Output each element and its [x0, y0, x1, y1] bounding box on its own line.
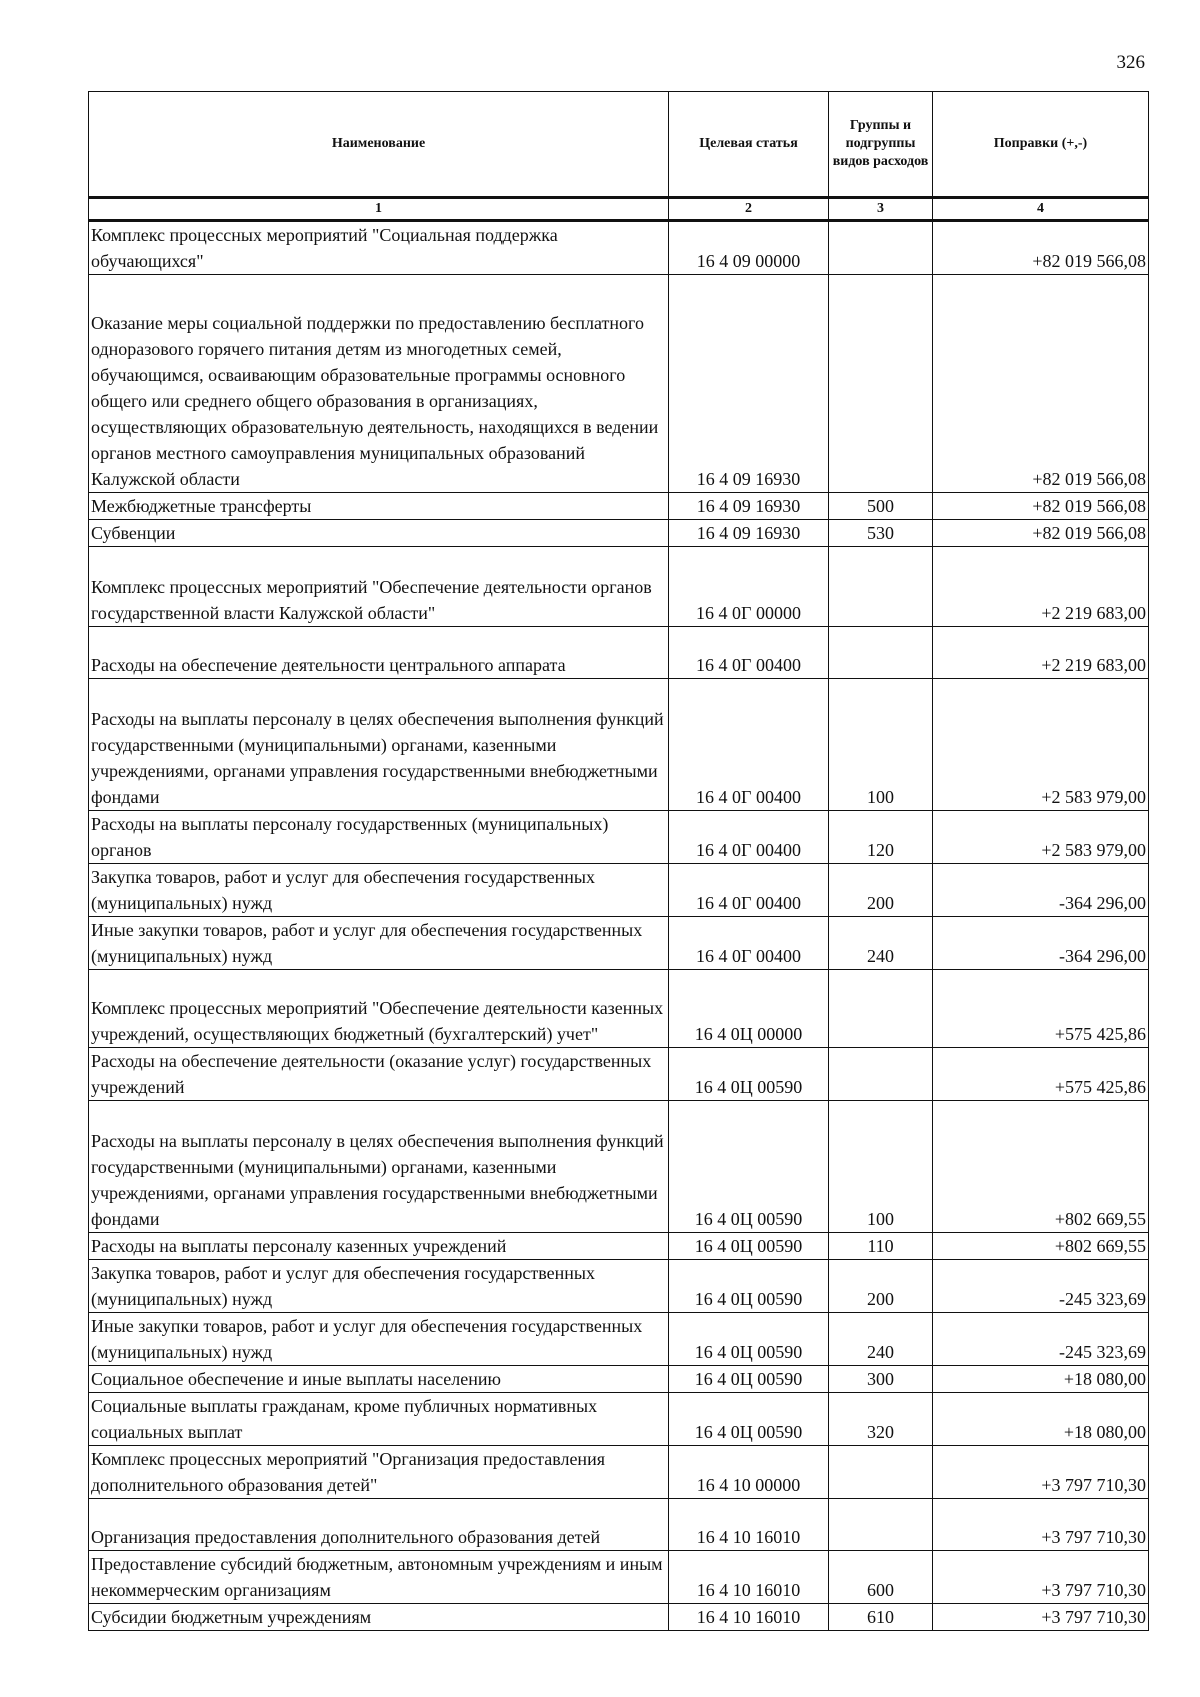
row-group-code: 100 — [829, 679, 933, 811]
row-target-code: 16 4 09 16930 — [669, 275, 829, 493]
row-group-code: 320 — [829, 1393, 933, 1446]
row-amount: -245 323,69 — [933, 1313, 1149, 1366]
row-target-code: 16 4 0Ц 00590 — [669, 1260, 829, 1313]
row-group-code: 610 — [829, 1604, 933, 1631]
table-row — [89, 1366, 1149, 1393]
column-number-3: 3 — [829, 198, 933, 221]
row-amount: +82 019 566,08 — [933, 221, 1149, 275]
row-group-code — [829, 547, 933, 627]
table-row — [89, 275, 1149, 493]
row-amount: +802 669,55 — [933, 1233, 1149, 1260]
column-header-target: Целевая статья — [669, 92, 829, 198]
row-name: Расходы на обеспечение деятельности центрального аппарата — [89, 627, 669, 679]
column-number-2: 2 — [669, 198, 829, 221]
row-group-code: 200 — [829, 1260, 933, 1313]
row-amount: +18 080,00 — [933, 1366, 1149, 1393]
row-group-code — [829, 970, 933, 1048]
table-row — [89, 1101, 1149, 1233]
row-target-code: 16 4 09 16930 — [669, 493, 829, 520]
row-target-code: 16 4 0Ц 00590 — [669, 1048, 829, 1101]
row-group-code: 200 — [829, 864, 933, 917]
table-row — [89, 917, 1149, 970]
table-row — [89, 547, 1149, 627]
table-row — [89, 1260, 1149, 1313]
row-name: Расходы на выплаты персоналу казенных учреждений — [89, 1233, 669, 1260]
row-target-code: 16 4 0Ц 00000 — [669, 970, 829, 1048]
table-row — [89, 679, 1149, 811]
row-name: Закупка товаров, работ и услуг для обеспечения государственных (муниципальных) нужд — [89, 1260, 669, 1313]
row-amount: +18 080,00 — [933, 1393, 1149, 1446]
table-row — [89, 493, 1149, 520]
row-target-code: 16 4 0Г 00400 — [669, 864, 829, 917]
row-amount: +2 583 979,00 — [933, 679, 1149, 811]
row-target-code: 16 4 10 16010 — [669, 1551, 829, 1604]
table-row — [89, 520, 1149, 547]
row-target-code: 16 4 0Г 00400 — [669, 627, 829, 679]
row-target-code: 16 4 0Ц 00590 — [669, 1393, 829, 1446]
row-amount: +2 219 683,00 — [933, 547, 1149, 627]
row-amount: -364 296,00 — [933, 917, 1149, 970]
column-header-name: Наименование — [89, 92, 669, 198]
row-name: Межбюджетные трансферты — [89, 493, 669, 520]
column-header-amendment: Поправки (+,-) — [933, 92, 1149, 198]
row-name: Расходы на выплаты персоналу государственных (муниципальных) органов — [89, 811, 669, 864]
row-amount: -245 323,69 — [933, 1260, 1149, 1313]
row-target-code: 16 4 0Г 00400 — [669, 917, 829, 970]
table-row — [89, 1499, 1149, 1551]
row-group-code: 120 — [829, 811, 933, 864]
table-row — [89, 1313, 1149, 1366]
row-amount: +575 425,86 — [933, 970, 1149, 1048]
column-number-4: 4 — [933, 198, 1149, 221]
row-amount: +82 019 566,08 — [933, 520, 1149, 547]
row-amount: +82 019 566,08 — [933, 493, 1149, 520]
row-group-code — [829, 275, 933, 493]
row-amount: -364 296,00 — [933, 864, 1149, 917]
row-target-code: 16 4 0Ц 00590 — [669, 1313, 829, 1366]
row-group-code — [829, 627, 933, 679]
table-row — [89, 864, 1149, 917]
row-name: Комплекс процессных мероприятий "Социальная поддержка обучающихся" — [89, 221, 669, 275]
row-name: Организация предоставления дополнительного образования детей — [89, 1499, 669, 1551]
budget-amendments-table — [88, 91, 1149, 1631]
row-target-code: 16 4 09 16930 — [669, 520, 829, 547]
table-body — [89, 221, 1149, 1631]
row-target-code: 16 4 0Ц 00590 — [669, 1233, 829, 1260]
row-group-code: 300 — [829, 1366, 933, 1393]
table-row — [89, 1446, 1149, 1499]
row-name: Оказание меры социальной поддержки по предоставлению бесплатного одноразового горячего питания детям из многодетных семей, обучающимся, осваивающим образовательные программы основного общего или среднего общего образования в организациях, осуществляющих образовательную деятельность, находящихся в ведении органов местного самоуправления муниципальных образований Калужской области — [89, 275, 669, 493]
row-name: Субвенции — [89, 520, 669, 547]
row-target-code: 16 4 0Г 00000 — [669, 547, 829, 627]
row-name: Иные закупки товаров, работ и услуг для обеспечения государственных (муниципальных) нужд — [89, 1313, 669, 1366]
row-group-code — [829, 1446, 933, 1499]
row-target-code: 16 4 0Ц 00590 — [669, 1101, 829, 1233]
table-row — [89, 627, 1149, 679]
table-row — [89, 221, 1149, 275]
row-target-code: 16 4 0Ц 00590 — [669, 1366, 829, 1393]
table-row — [89, 1604, 1149, 1631]
row-amount: +3 797 710,30 — [933, 1551, 1149, 1604]
row-group-code — [829, 1048, 933, 1101]
row-name: Социальное обеспечение и иные выплаты населению — [89, 1366, 669, 1393]
row-name: Расходы на выплаты персоналу в целях обеспечения выполнения функций государственными (муниципальными) органами, казенными учреждениями, органами управления государственными внебюджетными фондами — [89, 679, 669, 811]
row-target-code: 16 4 10 16010 — [669, 1604, 829, 1631]
page-number: 326 — [1116, 52, 1145, 73]
table-row — [89, 1048, 1149, 1101]
table-row — [89, 811, 1149, 864]
row-group-code: 240 — [829, 917, 933, 970]
row-target-code: 16 4 10 00000 — [669, 1446, 829, 1499]
column-number-1: 1 — [89, 198, 669, 221]
row-name: Комплекс процессных мероприятий "Обеспечение деятельности органов государственной власти Калужской области" — [89, 547, 669, 627]
row-group-code: 500 — [829, 493, 933, 520]
row-group-code: 530 — [829, 520, 933, 547]
column-number-row — [89, 198, 1149, 221]
row-group-code: 240 — [829, 1313, 933, 1366]
row-amount: +802 669,55 — [933, 1101, 1149, 1233]
row-name: Комплекс процессных мероприятий "Организация предоставления дополнительного образования детей" — [89, 1446, 669, 1499]
row-amount: +82 019 566,08 — [933, 275, 1149, 493]
row-target-code: 16 4 0Г 00400 — [669, 679, 829, 811]
row-amount: +3 797 710,30 — [933, 1499, 1149, 1551]
table-row — [89, 1233, 1149, 1260]
row-group-code — [829, 1499, 933, 1551]
row-group-code: 600 — [829, 1551, 933, 1604]
row-group-code: 100 — [829, 1101, 933, 1233]
row-group-code: 110 — [829, 1233, 933, 1260]
column-header-group: Группы и подгруппы видов расходов — [829, 92, 933, 198]
row-amount: +2 583 979,00 — [933, 811, 1149, 864]
table-row — [89, 1551, 1149, 1604]
row-name: Иные закупки товаров, работ и услуг для обеспечения государственных (муниципальных) нужд — [89, 917, 669, 970]
row-name: Расходы на обеспечение деятельности (оказание услуг) государственных учреждений — [89, 1048, 669, 1101]
row-name: Предоставление субсидий бюджетным, автономным учреждениям и иным некоммерческим организациям — [89, 1551, 669, 1604]
row-name: Расходы на выплаты персоналу в целях обеспечения выполнения функций государственными (муниципальными) органами, казенными учреждениями, органами управления государственными внебюджетными фондами — [89, 1101, 669, 1233]
row-target-code: 16 4 0Г 00400 — [669, 811, 829, 864]
row-amount: +2 219 683,00 — [933, 627, 1149, 679]
table-row — [89, 1393, 1149, 1446]
row-name: Субсидии бюджетным учреждениям — [89, 1604, 669, 1631]
row-amount: +3 797 710,30 — [933, 1604, 1149, 1631]
row-name: Закупка товаров, работ и услуг для обеспечения государственных (муниципальных) нужд — [89, 864, 669, 917]
row-group-code — [829, 221, 933, 275]
table-row — [89, 970, 1149, 1048]
row-amount: +3 797 710,30 — [933, 1446, 1149, 1499]
row-target-code: 16 4 09 00000 — [669, 221, 829, 275]
table-header-row — [89, 92, 1149, 198]
row-name: Социальные выплаты гражданам, кроме публичных нормативных социальных выплат — [89, 1393, 669, 1446]
row-amount: +575 425,86 — [933, 1048, 1149, 1101]
row-target-code: 16 4 10 16010 — [669, 1499, 829, 1551]
row-name: Комплекс процессных мероприятий "Обеспечение деятельности казенных учреждений, осуществляющих бюджетный (бухгалтерский) учет" — [89, 970, 669, 1048]
